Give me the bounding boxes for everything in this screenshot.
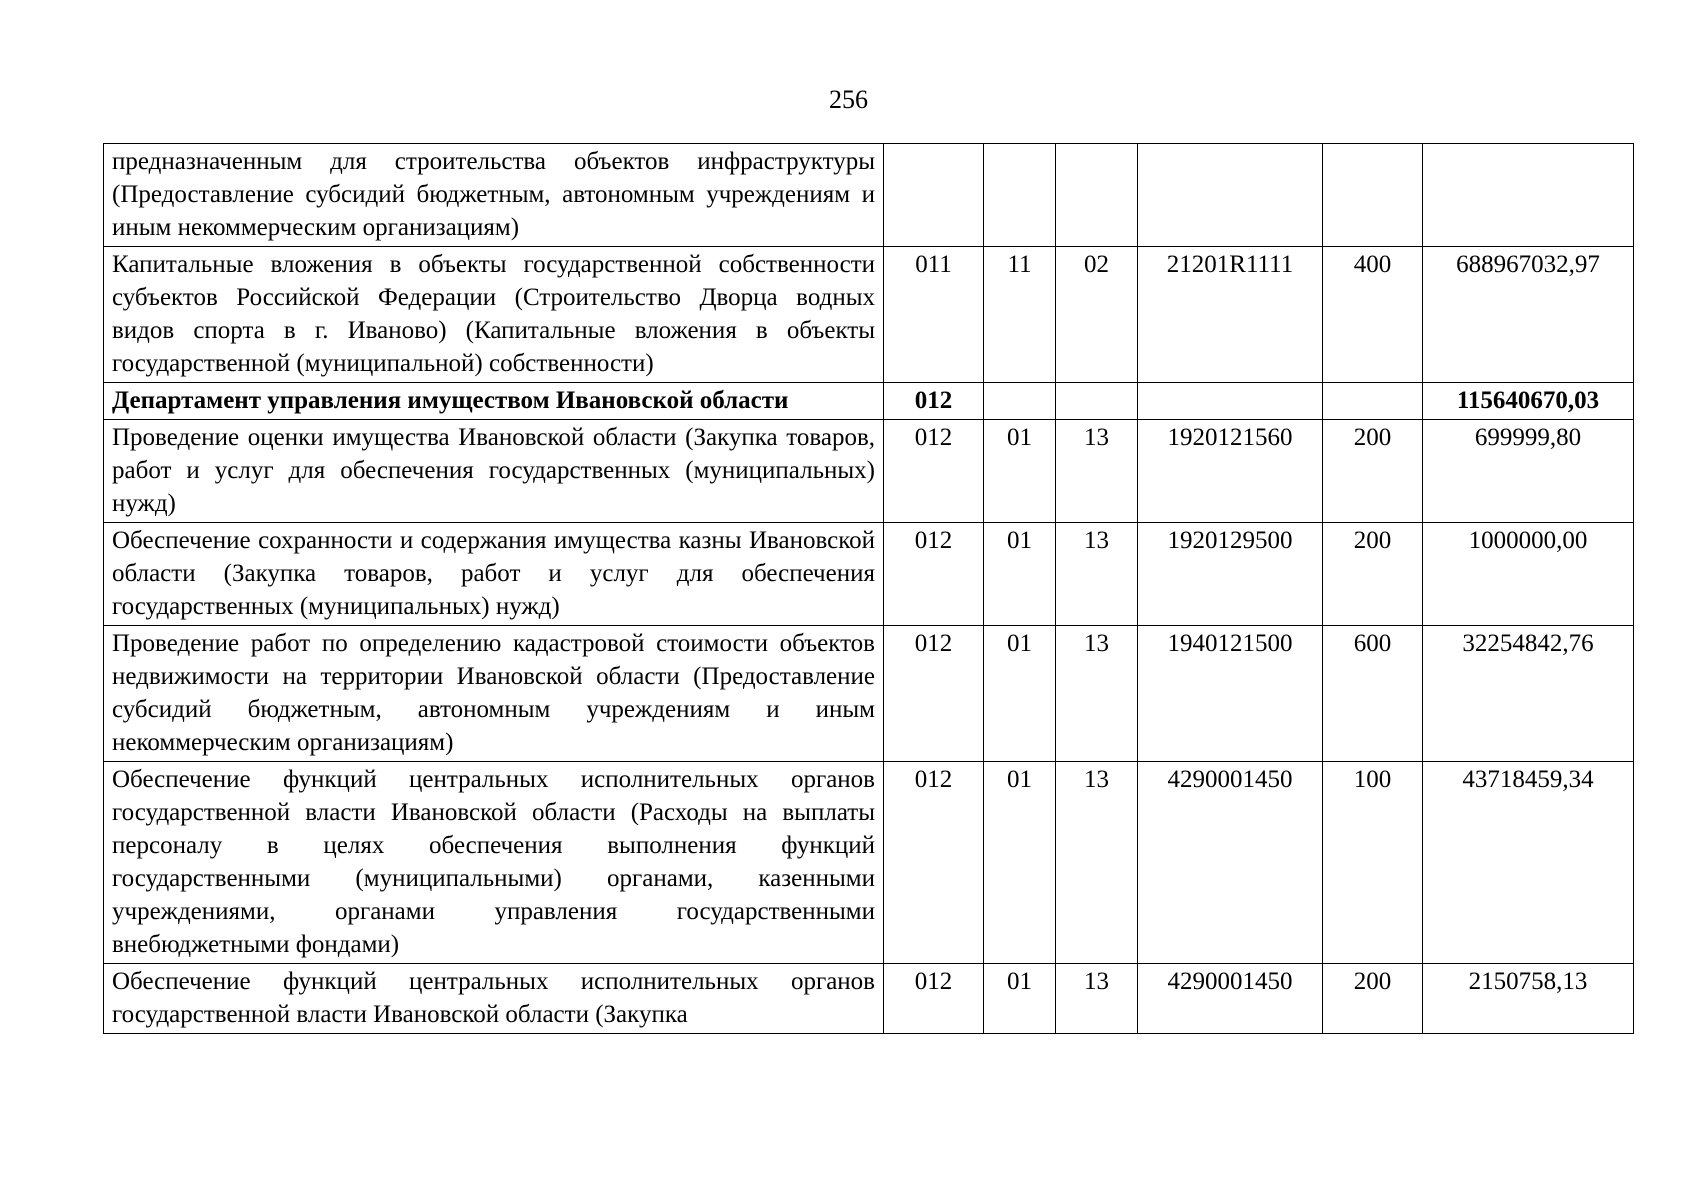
row-amount: 115640670,03 <box>1423 383 1634 420</box>
row-target-item-code: 1940121500 <box>1138 626 1323 762</box>
row-department-code: 012 <box>884 762 984 964</box>
row-section-code: 11 <box>984 247 1056 383</box>
row-expense-type-code: 200 <box>1323 523 1423 626</box>
row-section-code: 01 <box>984 762 1056 964</box>
row-subsection-code: 13 <box>1056 420 1138 523</box>
table-row <box>104 523 1634 626</box>
row-amount: 43718459,34 <box>1423 762 1634 964</box>
row-section-code <box>984 383 1056 420</box>
row-expense-type-code <box>1323 144 1423 247</box>
table-row <box>104 247 1634 383</box>
row-department-code: 012 <box>884 626 984 762</box>
row-target-item-code: 21201R1111 <box>1138 247 1323 383</box>
row-subsection-code: 13 <box>1056 523 1138 626</box>
table-row <box>104 420 1634 523</box>
row-subsection-code: 13 <box>1056 964 1138 1034</box>
row-section-code: 01 <box>984 964 1056 1034</box>
row-description: предназначенным для строительства объектов инфраструктуры (Предоставление субсидий бюджетным, автономным учреждениям и иным некоммерческим организациям) <box>104 144 884 247</box>
row-section-code: 01 <box>984 420 1056 523</box>
row-description: Обеспечение функций центральных исполнительных органов государственной власти Ивановской области (Закупка <box>104 964 884 1034</box>
row-description: Проведение оценки имущества Ивановской области (Закупка товаров, работ и услуг для обеспечения государственных (муниципальных) нужд) <box>104 420 884 523</box>
row-expense-type-code: 400 <box>1323 247 1423 383</box>
row-description: Проведение работ по определению кадастровой стоимости объектов недвижимости на территории Ивановской области (Предоставление субсидий бюджетным, автономным учреждениям и иным некоммерческим организациям) <box>104 626 884 762</box>
budget-table <box>103 143 1634 1034</box>
row-target-item-code <box>1138 383 1323 420</box>
table-row <box>104 964 1634 1034</box>
row-expense-type-code: 200 <box>1323 420 1423 523</box>
row-amount <box>1423 144 1634 247</box>
row-department-code: 012 <box>884 383 984 420</box>
row-department-code: 012 <box>884 964 984 1034</box>
row-subsection-code: 13 <box>1056 626 1138 762</box>
row-expense-type-code: 100 <box>1323 762 1423 964</box>
row-description: Обеспечение функций центральных исполнительных органов государственной власти Ивановской области (Расходы на выплаты персоналу в целях обеспечения выполнения функций государственными (муниципальными) органами, казенными учреждениями, органами управления государственными внебюджетными фондами) <box>104 762 884 964</box>
row-subsection-code <box>1056 144 1138 247</box>
row-expense-type-code <box>1323 383 1423 420</box>
row-section-code <box>984 144 1056 247</box>
table-body <box>104 144 1634 1034</box>
table-row <box>104 762 1634 964</box>
row-target-item-code: 4290001450 <box>1138 762 1323 964</box>
page-number: 256 <box>829 85 868 114</box>
row-department-code: 012 <box>884 523 984 626</box>
table-row <box>104 144 1634 247</box>
row-section-code: 01 <box>984 523 1056 626</box>
row-amount: 2150758,13 <box>1423 964 1634 1034</box>
row-target-item-code: 1920121560 <box>1138 420 1323 523</box>
row-amount: 699999,80 <box>1423 420 1634 523</box>
row-expense-type-code: 200 <box>1323 964 1423 1034</box>
row-section-code: 01 <box>984 626 1056 762</box>
row-target-item-code: 4290001450 <box>1138 964 1323 1034</box>
row-amount: 1000000,00 <box>1423 523 1634 626</box>
row-description: Департамент управления имуществом Ивановской области <box>104 383 884 420</box>
row-target-item-code: 1920129500 <box>1138 523 1323 626</box>
table-row <box>104 626 1634 762</box>
row-subsection-code: 13 <box>1056 762 1138 964</box>
row-department-code: 011 <box>884 247 984 383</box>
row-description: Капитальные вложения в объекты государственной собственности субъектов Российской Федерации (Строительство Дворца водных видов спорта в г. Иваново) (Капитальные вложения в объекты государственной (муниципальной) собственности) <box>104 247 884 383</box>
row-expense-type-code: 600 <box>1323 626 1423 762</box>
row-description: Обеспечение сохранности и содержания имущества казны Ивановской области (Закупка товаров, работ и услуг для обеспечения государственных (муниципальных) нужд) <box>104 523 884 626</box>
row-department-code: 012 <box>884 420 984 523</box>
row-amount: 688967032,97 <box>1423 247 1634 383</box>
row-subsection-code: 02 <box>1056 247 1138 383</box>
row-department-code <box>884 144 984 247</box>
row-amount: 32254842,76 <box>1423 626 1634 762</box>
table-row <box>104 383 1634 420</box>
row-subsection-code <box>1056 383 1138 420</box>
row-target-item-code <box>1138 144 1323 247</box>
